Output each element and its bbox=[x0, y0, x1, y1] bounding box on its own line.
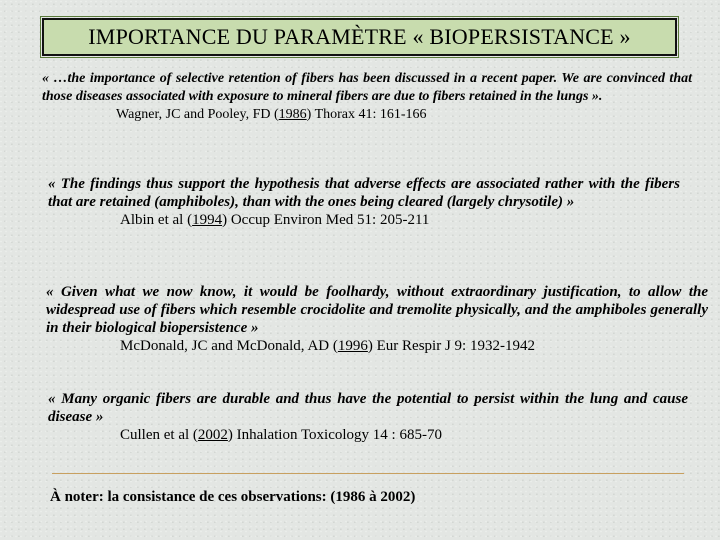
reference-authors: McDonald, JC and McDonald, AD ( bbox=[120, 338, 338, 354]
quote-text: « …the importance of selective retention of fibers has been discussed in a recent paper. We are convinced that those diseases associated with exposure to mineral fibers are due to fibers retained in the lungs ». bbox=[42, 71, 692, 104]
quote-reference bbox=[46, 337, 708, 355]
quote-block-mcdonald bbox=[46, 283, 708, 355]
reference-year: 1996 bbox=[337, 338, 368, 354]
reference-source: ) Eur Respir J 9: 1932-1942 bbox=[367, 338, 535, 354]
reference-authors: Albin et al ( bbox=[120, 212, 193, 228]
quote-text: « Many organic fibers are durable and thus have the potential to persist within the lung and cause disease » bbox=[48, 391, 688, 425]
page-title: IMPORTANCE DU PARAMÈTRE « BIOPERSISTANCE » bbox=[42, 18, 677, 56]
reference-authors: Cullen et al ( bbox=[120, 427, 198, 443]
quote-reference bbox=[48, 426, 688, 444]
quote-block-albin bbox=[48, 175, 680, 229]
reference-source: ) Thorax 41: 161-166 bbox=[306, 107, 427, 122]
reference-source: ) Occup Environ Med 51: 205-211 bbox=[222, 212, 430, 228]
reference-year: 1994 bbox=[192, 212, 223, 228]
reference-source: ) Inhalation Toxicology 14 : 685-70 bbox=[227, 427, 442, 443]
quote-block-cullen bbox=[48, 390, 688, 444]
quote-reference bbox=[48, 211, 680, 229]
quote-text: « The findings thus support the hypothesis that adverse effects are associated rather with the fibers that are retained (amphiboles), than with the ones being cleared (largely chrysotile) » bbox=[48, 176, 680, 210]
reference-year: 1986 bbox=[278, 107, 307, 122]
reference-year: 2002 bbox=[197, 427, 228, 443]
quote-text: « Given what we now know, it would be foolhardy, without extraordinary justification, to allow the widespread use of fibers which resemble crocidolite and tremolite physically, and the amphiboles generally in their biological biopersistence » bbox=[46, 284, 708, 336]
note-text: À noter: la consistance de ces observations: (1986 à 2002) bbox=[50, 489, 416, 505]
reference-authors: Wagner, JC and Pooley, FD ( bbox=[116, 107, 279, 122]
quote-reference bbox=[42, 106, 692, 124]
divider bbox=[52, 473, 684, 474]
quote-block-wagner bbox=[42, 70, 692, 124]
